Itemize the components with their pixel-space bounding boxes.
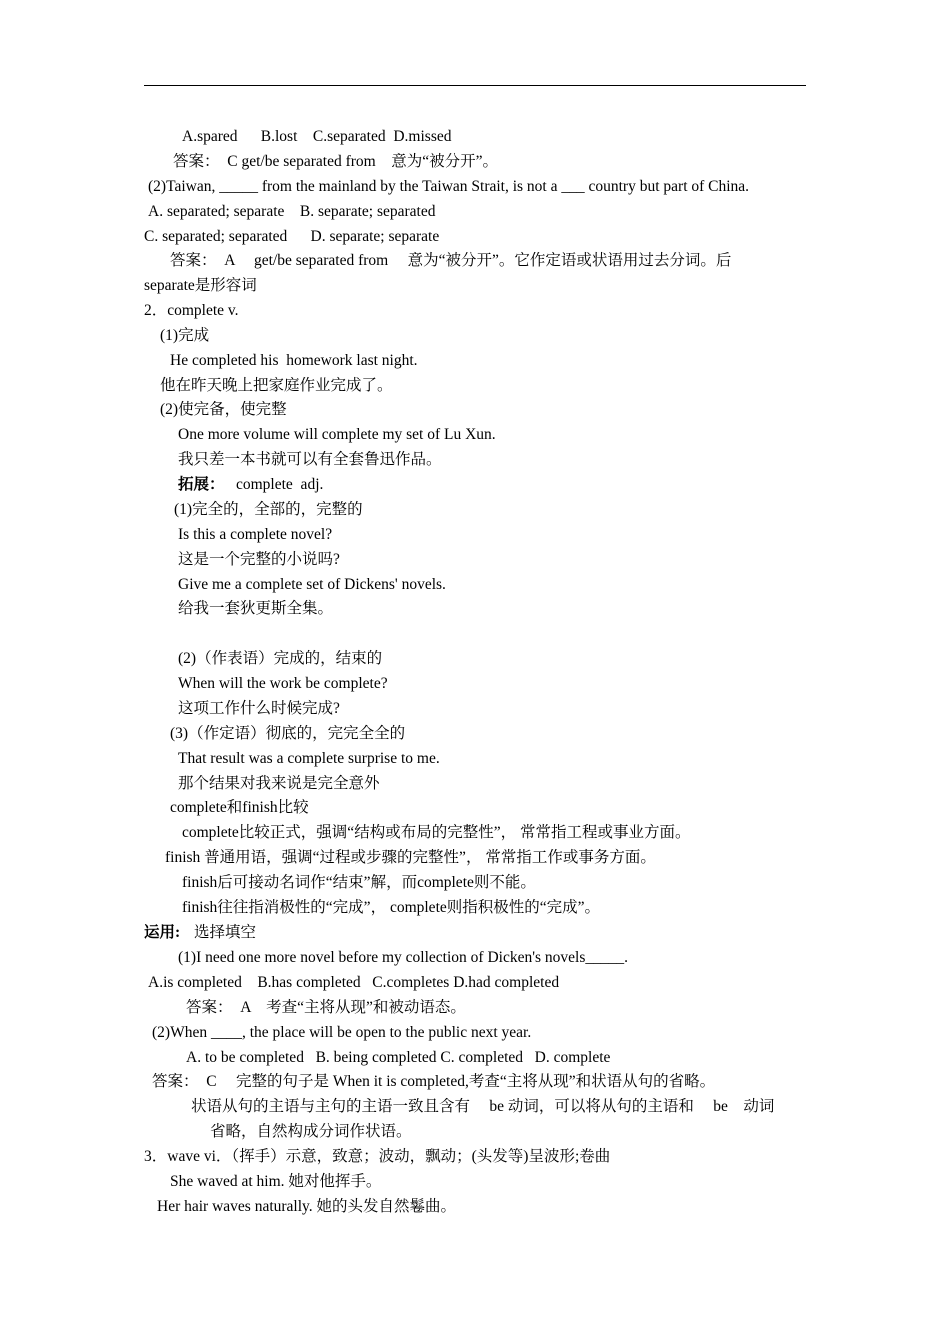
text-line: A.spared B.lost C.separated D.missed [182,128,452,145]
text-line: (2)（作表语）完成的，结束的 [178,650,383,667]
text-line: A. to be completed B. being completed C. completed D. complete [186,1049,611,1066]
text-line: complete和finish比较 [170,799,309,816]
text-line: (2)Taiwan, _____ from the mainland by the Taiwan Strait, is not a ___ country but part of China. [148,178,750,195]
text-line: (3)（作定语）彻底的，完完全全的 [170,725,406,742]
text-line: When will the work be complete? [178,675,388,692]
text-line: 选择填空 [194,924,257,941]
text-line: 我只差一本书就可以有全套鲁迅作品。 [178,451,442,468]
text-line: Give me a complete set of Dickens' novels. [178,576,446,593]
text-line: 他在昨天晚上把家庭作业完成了。 [160,377,393,394]
section-heading: 2．complete v. [144,302,239,319]
text-line: 答案： A get/be separated from 意为“被分开”。它作定语或状语用过去分词。后 [170,252,732,269]
text-line: 省略，自然构成分词作状语。 [210,1123,412,1140]
text-line: Her hair waves naturally. 她的头发自然鬈曲。 [157,1198,457,1215]
text-line: 答案： A 考查“主将从现”和被动语态。 [186,999,466,1016]
text-line: 状语从句的主语与主句的主语一致且含有 be 动词，可以将从句的主语和 be 动词 [191,1098,775,1115]
text-line: C. separated; separated D. separate; separate [144,228,440,245]
extension-label: 拓展： [178,476,225,493]
text-line: 这是一个完整的小说吗? [178,551,340,568]
text-line: (1)完成 [160,327,210,344]
text-line: finish往往指消极性的“完成”， complete则指积极性的“完成”。 [182,899,601,916]
text-line: complete比较正式，强调“结构或布局的完整性”， 常常指工程或事业方面。 [182,824,691,841]
text-line: finish 普通用语，强调“过程或步骤的完整性”， 常常指工作或事务方面。 [165,849,656,866]
section-heading: 3．wave vi．（挥手）示意，致意；波动，飘动；(头发等)呈波形;卷曲 [144,1148,611,1165]
text-line: finish后可接动名词作“结束”解，而complete则不能。 [182,874,536,891]
header-rule [144,85,806,86]
text-line: 答案： C 完整的句子是 When it is completed,考查“主将从现”和状语从句的省略。 [152,1073,716,1090]
text-line: 答案： C get/be separated from 意为“被分开”。 [173,153,498,170]
text-line: 给我一套狄更斯全集。 [178,600,334,617]
text-line: A.is completed B.has completed C.completes D.had completed [148,974,560,991]
text-line: (1)完全的，全部的，完整的 [174,501,363,518]
text-line: (2)When ____, the place will be open to the public next year. [152,1024,532,1041]
text-line: (1)I need one more novel before my collection of Dicken's novels_____. [178,949,628,966]
usage-label: 运用: [144,924,181,941]
text-line: One more volume will complete my set of Lu Xun. [178,426,496,443]
text-line: A. separated; separate B. separate; separated [148,203,436,220]
text-line: 那个结果对我来说是完全意外 [178,775,380,792]
text-line: He completed his homework last night. [170,352,418,369]
text-line: She waved at him. 她对他挥手。 [170,1173,382,1190]
text-line: That result was a complete surprise to me. [178,750,440,767]
text-line: Is this a complete novel? [178,526,333,543]
text-line: (2)使完备，使完整 [160,401,287,418]
text-line: 这项工作什么时候完成? [178,700,340,717]
text-line: separate是形容词 [144,277,257,294]
text-line: complete adj. [236,476,324,493]
